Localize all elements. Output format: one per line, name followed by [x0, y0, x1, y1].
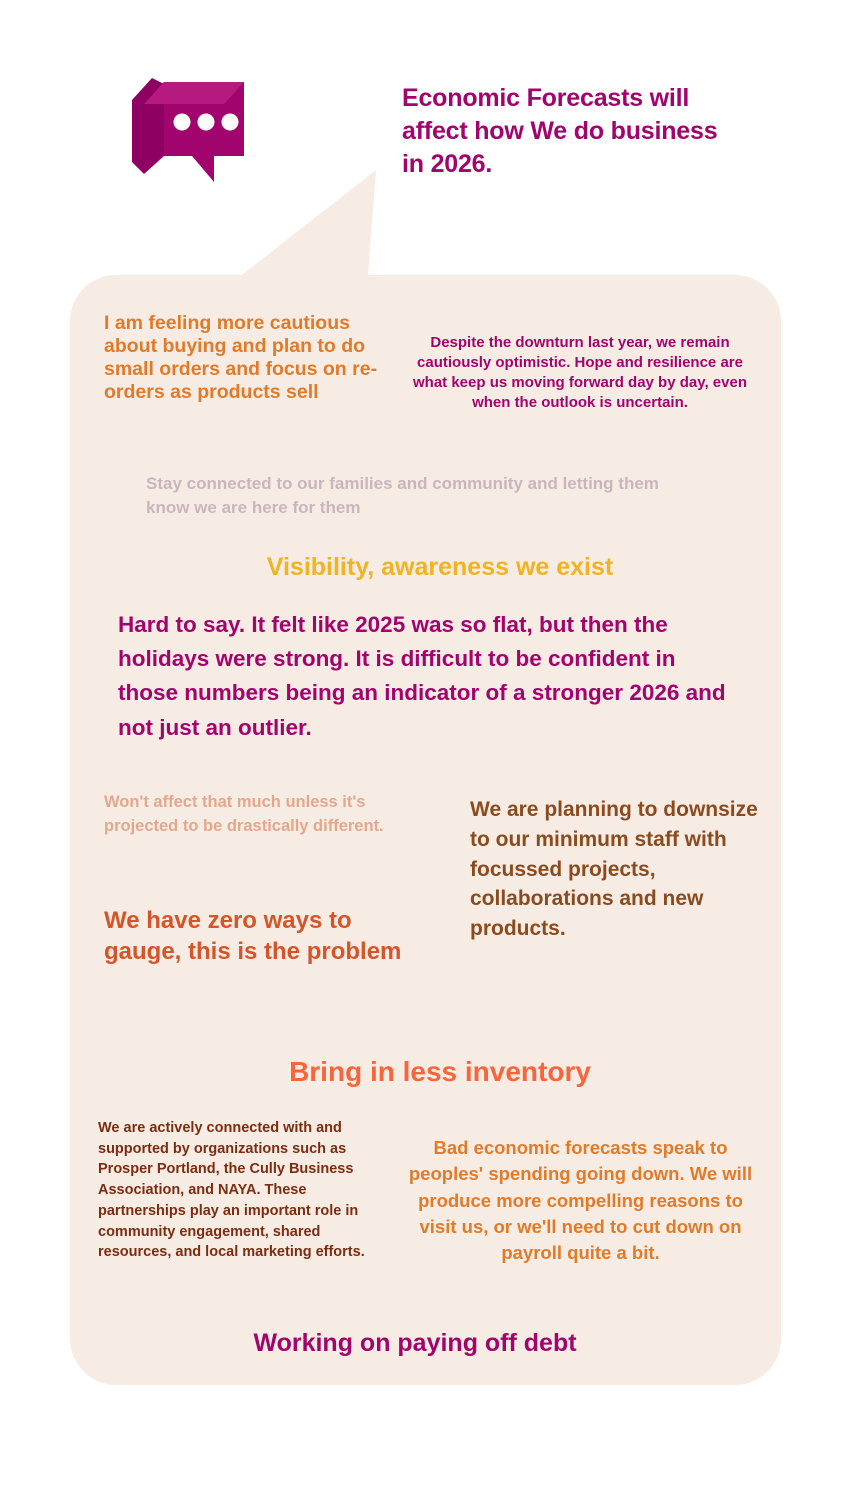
quote-paying-off-debt: Working on paying off debt — [253, 1329, 577, 1357]
quote-stay-connected: Stay connected to our families and community and letting them know we are here for them — [146, 474, 659, 518]
quote-spending-going-down: Bad economic forecasts speak to peoples' spending going down. We will produce more compelling reasons to visit us, or we'll need to cut down on payroll quite a bit. — [408, 1137, 753, 1264]
quote-cautious-buying: I am feeling more cautious about buying and plan to do small orders and focus on re-orders as products sell — [104, 312, 378, 403]
quote-cautiously-optimistic: Despite the downturn last year, we remain cautiously optimistic. Hope and resilience are what keep us moving forward day by day, even when the outlook is uncertain. — [413, 334, 747, 411]
page-title: Economic Forecasts will affect how We do business in 2026. — [402, 84, 718, 178]
quote-less-inventory: Bring in less inventory — [289, 1056, 591, 1087]
quote-visibility-awareness: Visibility, awareness we exist — [266, 553, 614, 581]
quote-wont-affect-much: Won't affect that much unless it's projected to be drastically different. — [104, 793, 384, 836]
quote-planning-downsize: We are planning to downsize to our minimum staff with focussed projects, collaborations and new products. — [470, 798, 758, 941]
quote-community-partnerships: We are actively connected with and supported by organizations such as Prosper Portland, the Cully Business Association, and NAYA. These partnerships play an important role in community engagement, shared resources, and local marketing efforts. — [98, 1120, 365, 1261]
quote-hard-to-say: Hard to say. It felt like 2025 was so flat, but then the holidays were strong. It is difficult to be confident in those numbers being an indicator of a stronger 2026 and not just an outlier. — [118, 612, 726, 740]
quote-zero-ways-to-gauge: We have zero ways to gauge, this is the problem — [104, 907, 402, 966]
